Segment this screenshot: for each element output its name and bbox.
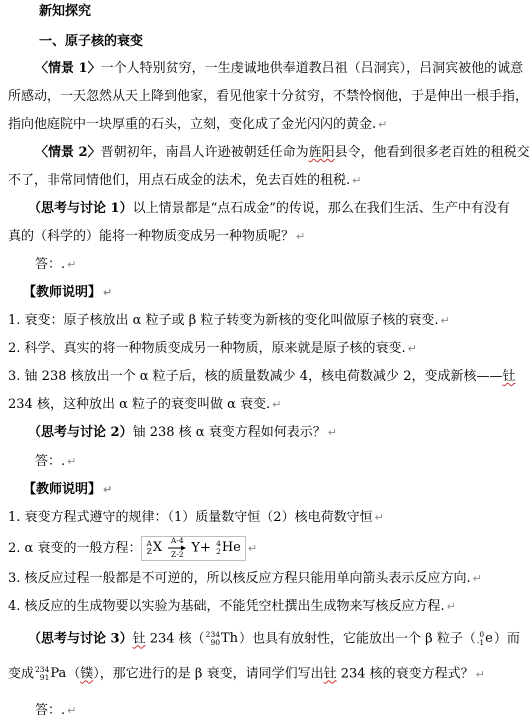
paragraph-mark-icon: ↵ — [472, 572, 482, 585]
discuss1-line1: （思考与讨论 1）以上情景都是“点石成金”的传说，那么在我们生活、生产中有没有 — [28, 201, 510, 216]
paragraph-mark-icon: ↵ — [67, 704, 77, 717]
reaction-arrow: A-4 Z-2 — [168, 537, 186, 559]
scenario1-line2: 所感动，一天忽然从天上降到他家，看见他家十分贫穷，不禁怜悯他，于是伸出一根手指， — [8, 89, 529, 104]
nuclide-th: 234 90 Th — [205, 630, 239, 647]
nuclide-he: 4 2 He — [216, 539, 241, 556]
paragraph-mark-icon: ↵ — [327, 426, 337, 439]
paragraph-mark-icon: ↵ — [446, 600, 456, 613]
paragraph-mark-icon: ↵ — [378, 118, 388, 131]
teacher-note-heading-2: 【教师说明】 ↵ — [23, 482, 113, 497]
scenario2-line1: 〈情景 2〉晋朝初年，南昌人许逊被朝廷任命为旌阳县令，他看到很多老百姓的租税交 — [35, 145, 530, 160]
note1-item3-line1: 3. 铀 238 核放出一个 α 粒子后，核的质量数减少 4，核电荷数减少 2，变成新核——钍 — [8, 369, 516, 384]
discuss1-line2: 真的（科学的）能将一种物质变成另一种物质呢？ ↵ — [8, 229, 306, 244]
section-title: 一、原子核的衰变 — [39, 34, 144, 49]
nuclide-x: A Z X — [146, 539, 163, 556]
nuclide-pa: 234 91 Pa — [35, 665, 67, 682]
note1-item3-line2: 234 核，这种放出 α 粒子的衰变叫做 α 衰变. ↵ — [8, 397, 282, 412]
paragraph-mark-icon: ↵ — [67, 258, 77, 271]
note2-item4: 4. 核反应的生成物要以实验为基础，不能凭空杜撰出生成物来写核反应方程. ↵ — [8, 599, 456, 614]
paragraph-mark-icon: ↵ — [247, 541, 258, 555]
page-heading: 新知探究 — [39, 4, 92, 19]
note2-item1: 1. 衰变方程式遵守的规律：（1）质量数守恒（2）核电荷数守恒 ↵ — [8, 510, 384, 525]
discuss3-line2: 变成 234 91 Pa （镤），那它进行的是 β 衰变，请同学们写出钍 234 核的衰变方程式？ ↵ — [8, 663, 485, 686]
answer-3: 答：. ↵ — [35, 703, 77, 718]
paragraph-mark-icon: ↵ — [67, 455, 77, 468]
answer-2: 答：. ↵ — [35, 454, 77, 469]
paragraph-mark-icon: ↵ — [440, 314, 450, 327]
teacher-note-heading-1: 【教师说明】 ↵ — [23, 285, 113, 300]
note2-item3: 3. 核反应过程一般都是不可逆的，所以核反应方程只能用单向箭头表示反应方向. ↵ — [8, 571, 482, 586]
alpha-decay-equation: A Z X A-4 Z-2 Y+ 4 2 He — [141, 536, 245, 561]
paragraph-mark-icon: ↵ — [296, 230, 306, 243]
scenario2-line2: 不了，非常同情他们，用点石成金的法术，免去百姓的租税. ↵ — [8, 173, 362, 188]
note1-item2: 2. 科学、真实的将一种物质变成另一种物质，原来就是原子核的衰变. ↵ — [8, 341, 417, 356]
paragraph-mark-icon: ↵ — [272, 398, 282, 411]
discuss2-line: （思考与讨论 2）铀 238 核 α 衰变方程如何表示？ ↵ — [28, 425, 337, 440]
answer-1: 答：. ↵ — [35, 257, 77, 272]
paragraph-mark-icon: ↵ — [352, 174, 362, 187]
paragraph-mark-icon: ↵ — [407, 342, 417, 355]
nuclide-e: 0 -1 e — [476, 630, 493, 647]
discuss3-line1: （思考与讨论 3）钍 234 核（ 234 90 Th ）也具有放射性，它能放出一个 β 粒子（ 0 -1 e ）而 — [28, 628, 520, 651]
paragraph-mark-icon: ↵ — [103, 286, 113, 299]
note1-item1: 1. 衰变：原子核放出 α 粒子或 β 粒子转变为新核的变化叫做原子核的衰变. ↵ — [8, 313, 450, 328]
paragraph-mark-icon: ↵ — [475, 667, 485, 681]
paragraph-mark-icon: ↵ — [374, 511, 384, 524]
paragraph-mark-icon: ↵ — [103, 483, 113, 496]
note2-item2: 2. α 衰变的一般方程： A Z X A-4 Z-2 Y+ 4 2 He ↵ — [8, 536, 258, 559]
scenario1-line1: 〈情景 1〉一个人特别贫穷，一生虔诚地供奉道教吕祖（吕洞宾），吕洞宾被他的诚意 — [35, 61, 524, 76]
scenario1-line3: 指向他庭院中一块厚重的石头，立刻，变化成了金光闪闪的黄金. ↵ — [8, 117, 388, 132]
